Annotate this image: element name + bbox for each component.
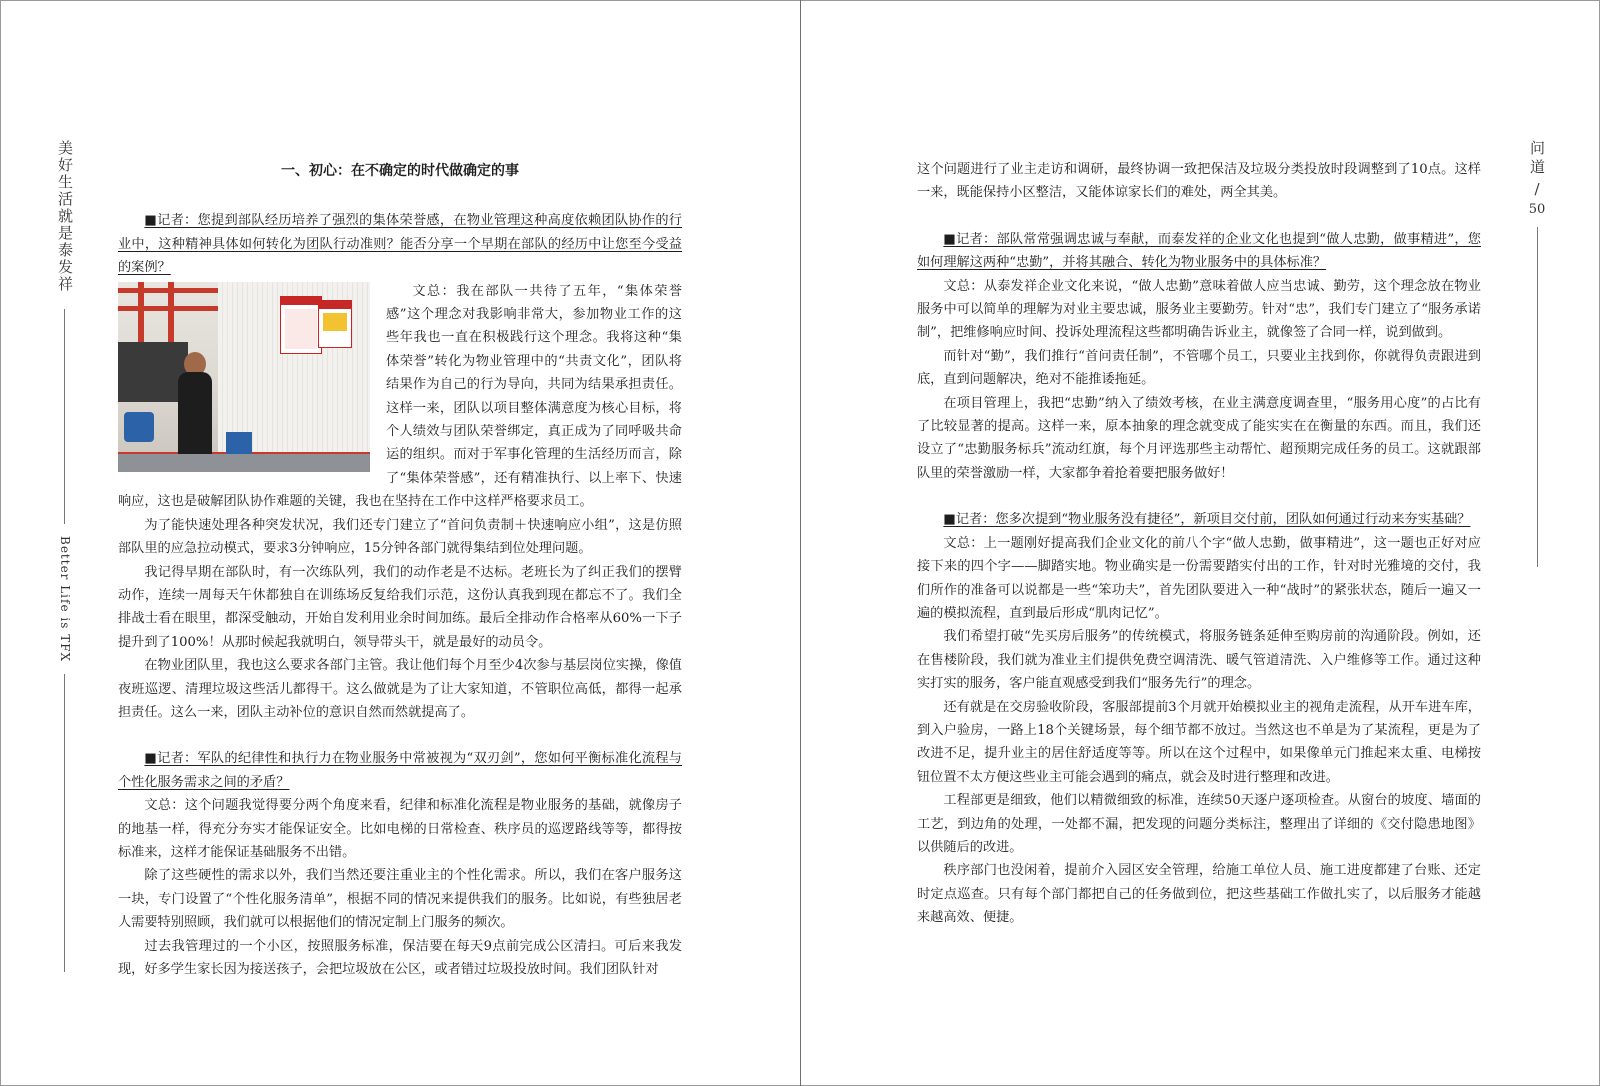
photo-valve — [124, 412, 154, 442]
answer-paragraph: 工程部更是细致，他们以精微细致的标准，连续50天逐户逐项检查。从窗台的坡度、墙面的工艺，到边角的处理，一处都不漏，把发现的问题分类标注，整理出了详细的《交付隐患地图》以供随后的改进。 — [917, 793, 1481, 855]
right-column — [917, 158, 1481, 930]
answer-paragraph: 为了能快速处理各种突发状况，我们还专门建立了“首问负责制＋快速响应小组”，这是仿照部队里的应急拉动模式，要求3分钟响应，15分钟各部门就得集结到位处理问题。 — [118, 517, 682, 557]
running-head-title: 美好生活就是泰发祥 — [56, 140, 74, 293]
answer-paragraph: 我记得早期在部队时，有一次练队列，我们的动作老是不达标。老班长为了纠正我们的摆臂动作，连续一周每天午休都独自在训练场反复给我们示范，这份认真我到现在都忘不了。我们全排战士看在眼里，都深受触动，开始自发利用业余时间加练。最后全排动作合格率从60%一下子提升到了100%！从那时候起我就明白，领导带头干，就是最好的动员令。 — [118, 564, 682, 650]
reporter-question: ■记者：部队常常强调忠诚与奉献，而泰发祥的企业文化也提到“做人忠勤，做事精进”，您如何理解这两种“忠勤”，并将其融合、转化为物业服务中的具体标准？ — [917, 231, 1481, 271]
left-column — [118, 160, 682, 981]
section-heading: 一、初心：在不确定的时代做确定的事 — [281, 163, 519, 179]
photo-floor — [118, 454, 370, 472]
page-gutter — [800, 0, 801, 1086]
running-head-rule-right — [1537, 227, 1538, 567]
reporter-question: ■记者：您多次提到“物业服务没有捷径”，新项目交付前，团队如何通过行动来夯实基础？ — [943, 512, 1471, 528]
answer-paragraph: 文总：从泰发祥企业文化来说，“做人忠勤”意味着做人应当忠诚、勤劳，这个理念放在物业服务中可以简单的理解为对业主要忠诚，服务业主要勤劳。针对“忠”，我们专门建立了“服务承诺制”，把维修响应时间、投诉处理流程这些都明确告诉业主，就像签了合同一样，说到做到。 — [917, 278, 1481, 341]
right-running-head — [1527, 140, 1547, 567]
photo-pipe — [168, 282, 174, 342]
answer-paragraph: 文总：上一题刚好提高我们企业文化的前八个字“做人忠勤，做事精进”，这一题也正好对应接下来的四个字——脚踏实地。物业确实是一份需要踏实付出的工作，针对时光雅境的交付，我们所作的准备可以说都是一些“笨功夫”，首先团队要进入一种“战时”的紧张状态，随后一遍又一遍的模拟流程，直到最后形成“肌肉记忆”。 — [917, 535, 1481, 621]
section-slash: / — [1534, 180, 1540, 198]
answer-paragraph: 秩序部门也没闲着，提前介入园区安全管理，给施工单位人员、施工进度都建了台账、还定时定点巡查。只有每个部门都把自己的任务做到位，把这些基础工作做扎实了，以后服务才能越来越高效、便捷。 — [917, 863, 1481, 926]
answer-paragraph: 我们希望打破“先买房后服务”的传统模式，将服务链条延伸至购房前的沟通阶段。例如，还在售楼阶段，我们就为准业主们提供免费空调清洗、暖气管道清洗、入户维修等工作。通过这种实打实的服务，客户能直观感受到我们“服务先行”的理念。 — [917, 629, 1481, 692]
reporter-question: ■记者：您提到部队经历培养了强烈的集体荣誉感，在物业管理这种高度依赖团队协作的行业中，这种精神具体如何转化为团队行动准则？能否分享一个早期在部队的经历中让您至今受益的案例？ — [118, 213, 682, 276]
photo-pipe — [138, 282, 144, 342]
warning-sign — [280, 296, 322, 354]
answer-paragraph: 文总：我在部队一共待了五年，“集体荣誉感”这个理念对我影响非常大，参加物业工作的这些年我也一直在积极践行这个理念。我将这种“集体荣誉”转化为物业管理中的“共责文化”，团队将结果作为自己的行为导向，共同为结果承担责任。这样一来，团队以项目整体满意度为核心目标，将个人绩效与团队荣誉绑定，真正成为了同呼吸共命运的组织。而对于军事化管理的生活经历而言，除了“集体荣誉感”，还有精准执行、以上率下、快速响应，这也是破解团队协作难题的关键，我也在坚持在工作中这样严格要求员工。 — [118, 283, 682, 510]
running-head-rule-lower — [64, 674, 65, 972]
answer-paragraph: 还有就是在交房验收阶段，客服部提前3个月就开始模拟业主的视角走流程，从开车进车库，到入户验房，一路上18个关键场景，每个细节都不放过。当然这也不单是为了某流程，更是为了改进不足，提升业主的居住舒适度等等。所以在这个过程中，如果像单元门推起来太重、电梯按钮位置不太方便这些业主可能会遇到的痛点，就会及时进行整理和改进。 — [917, 699, 1481, 785]
answer-paragraph: 在项目管理上，我把“忠勤”纳入了绩效考核，在业主满意度调查里，“服务用心度”的占比有了比较显著的提高。这样一来，原本抽象的理念就变成了能实实在在衡量的东西。而且，我们还设立了“忠勤服务标兵”流动红旗，每个月评选那些主动帮忙、超预期完成任务的员工。这就跟部队里的荣誉激励一样，大家都争着抢着要把服务做好！ — [917, 395, 1481, 481]
answer-paragraph: 文总：这个问题我觉得要分两个角度来看，纪律和标准化流程是物业服务的基础，就像房子的地基一样，得充分夯实才能保证安全。比如电梯的日常检查、秩序员的巡逻路线等等，都得按标准来，这样才能保证基础服务不出错。 — [118, 798, 682, 860]
warning-sign-2 — [318, 300, 352, 348]
left-running-head — [56, 140, 74, 972]
answer-paragraph: 除了这些硬性的需求以外，我们当然还要注重业主的个性化需求。所以，我们在客户服务这一块，专门设置了“个性化服务清单”，根据不同的情况来提供我们的服务。比如说，有些独居老人需要特别照顾，我们就可以根据他们的情况定制上门服务的频次。 — [118, 868, 682, 931]
page-number: 50 — [1528, 202, 1546, 217]
answer-paragraph: 而针对“勤”，我们推行“首问责任制”，不管哪个员工，只要业主找到你，你就得负责跟进到底，直到问题解决，绝对不能推诿拖延。 — [917, 348, 1481, 388]
reporter-question: ■记者：军队的纪律性和执行力在物业服务中常被视为“双刃剑”，您如何平衡标准化流程与个性化服务需求之间的矛盾？ — [118, 751, 682, 790]
running-head-rule — [64, 309, 65, 524]
answer-paragraph: 过去我管理过的一个小区，按照服务标准，保洁要在每天9点前完成公区清扫。可后来我发现，好多学生家长因为接送孩子，会把垃圾放在公区，或者错过垃圾投放时间。我们团队针对 — [118, 938, 682, 977]
running-head-english: Better Life is TFX — [58, 536, 72, 663]
answer-paragraph-continued: 这个问题进行了业主走访和调研，最终协调一致把保洁及垃圾分类投放时段调整到了10点。这样一来，既能保持小区整洁，又能体谅家长们的难处，两全其美。 — [917, 162, 1481, 201]
section-title: 问道 — [1528, 140, 1546, 178]
interview-photo — [118, 282, 370, 472]
answer-paragraph: 在物业团队里，我也这么要求各部门主管。我让他们每个月至少4次参与基层岗位实操，像值夜班巡逻、清理垃圾这些活儿都得干。这么做就是为了让大家知道，不管职位高低，都得一起承担责任。这么一来，团队主动补位的意识自然而然就提高了。 — [118, 658, 682, 720]
